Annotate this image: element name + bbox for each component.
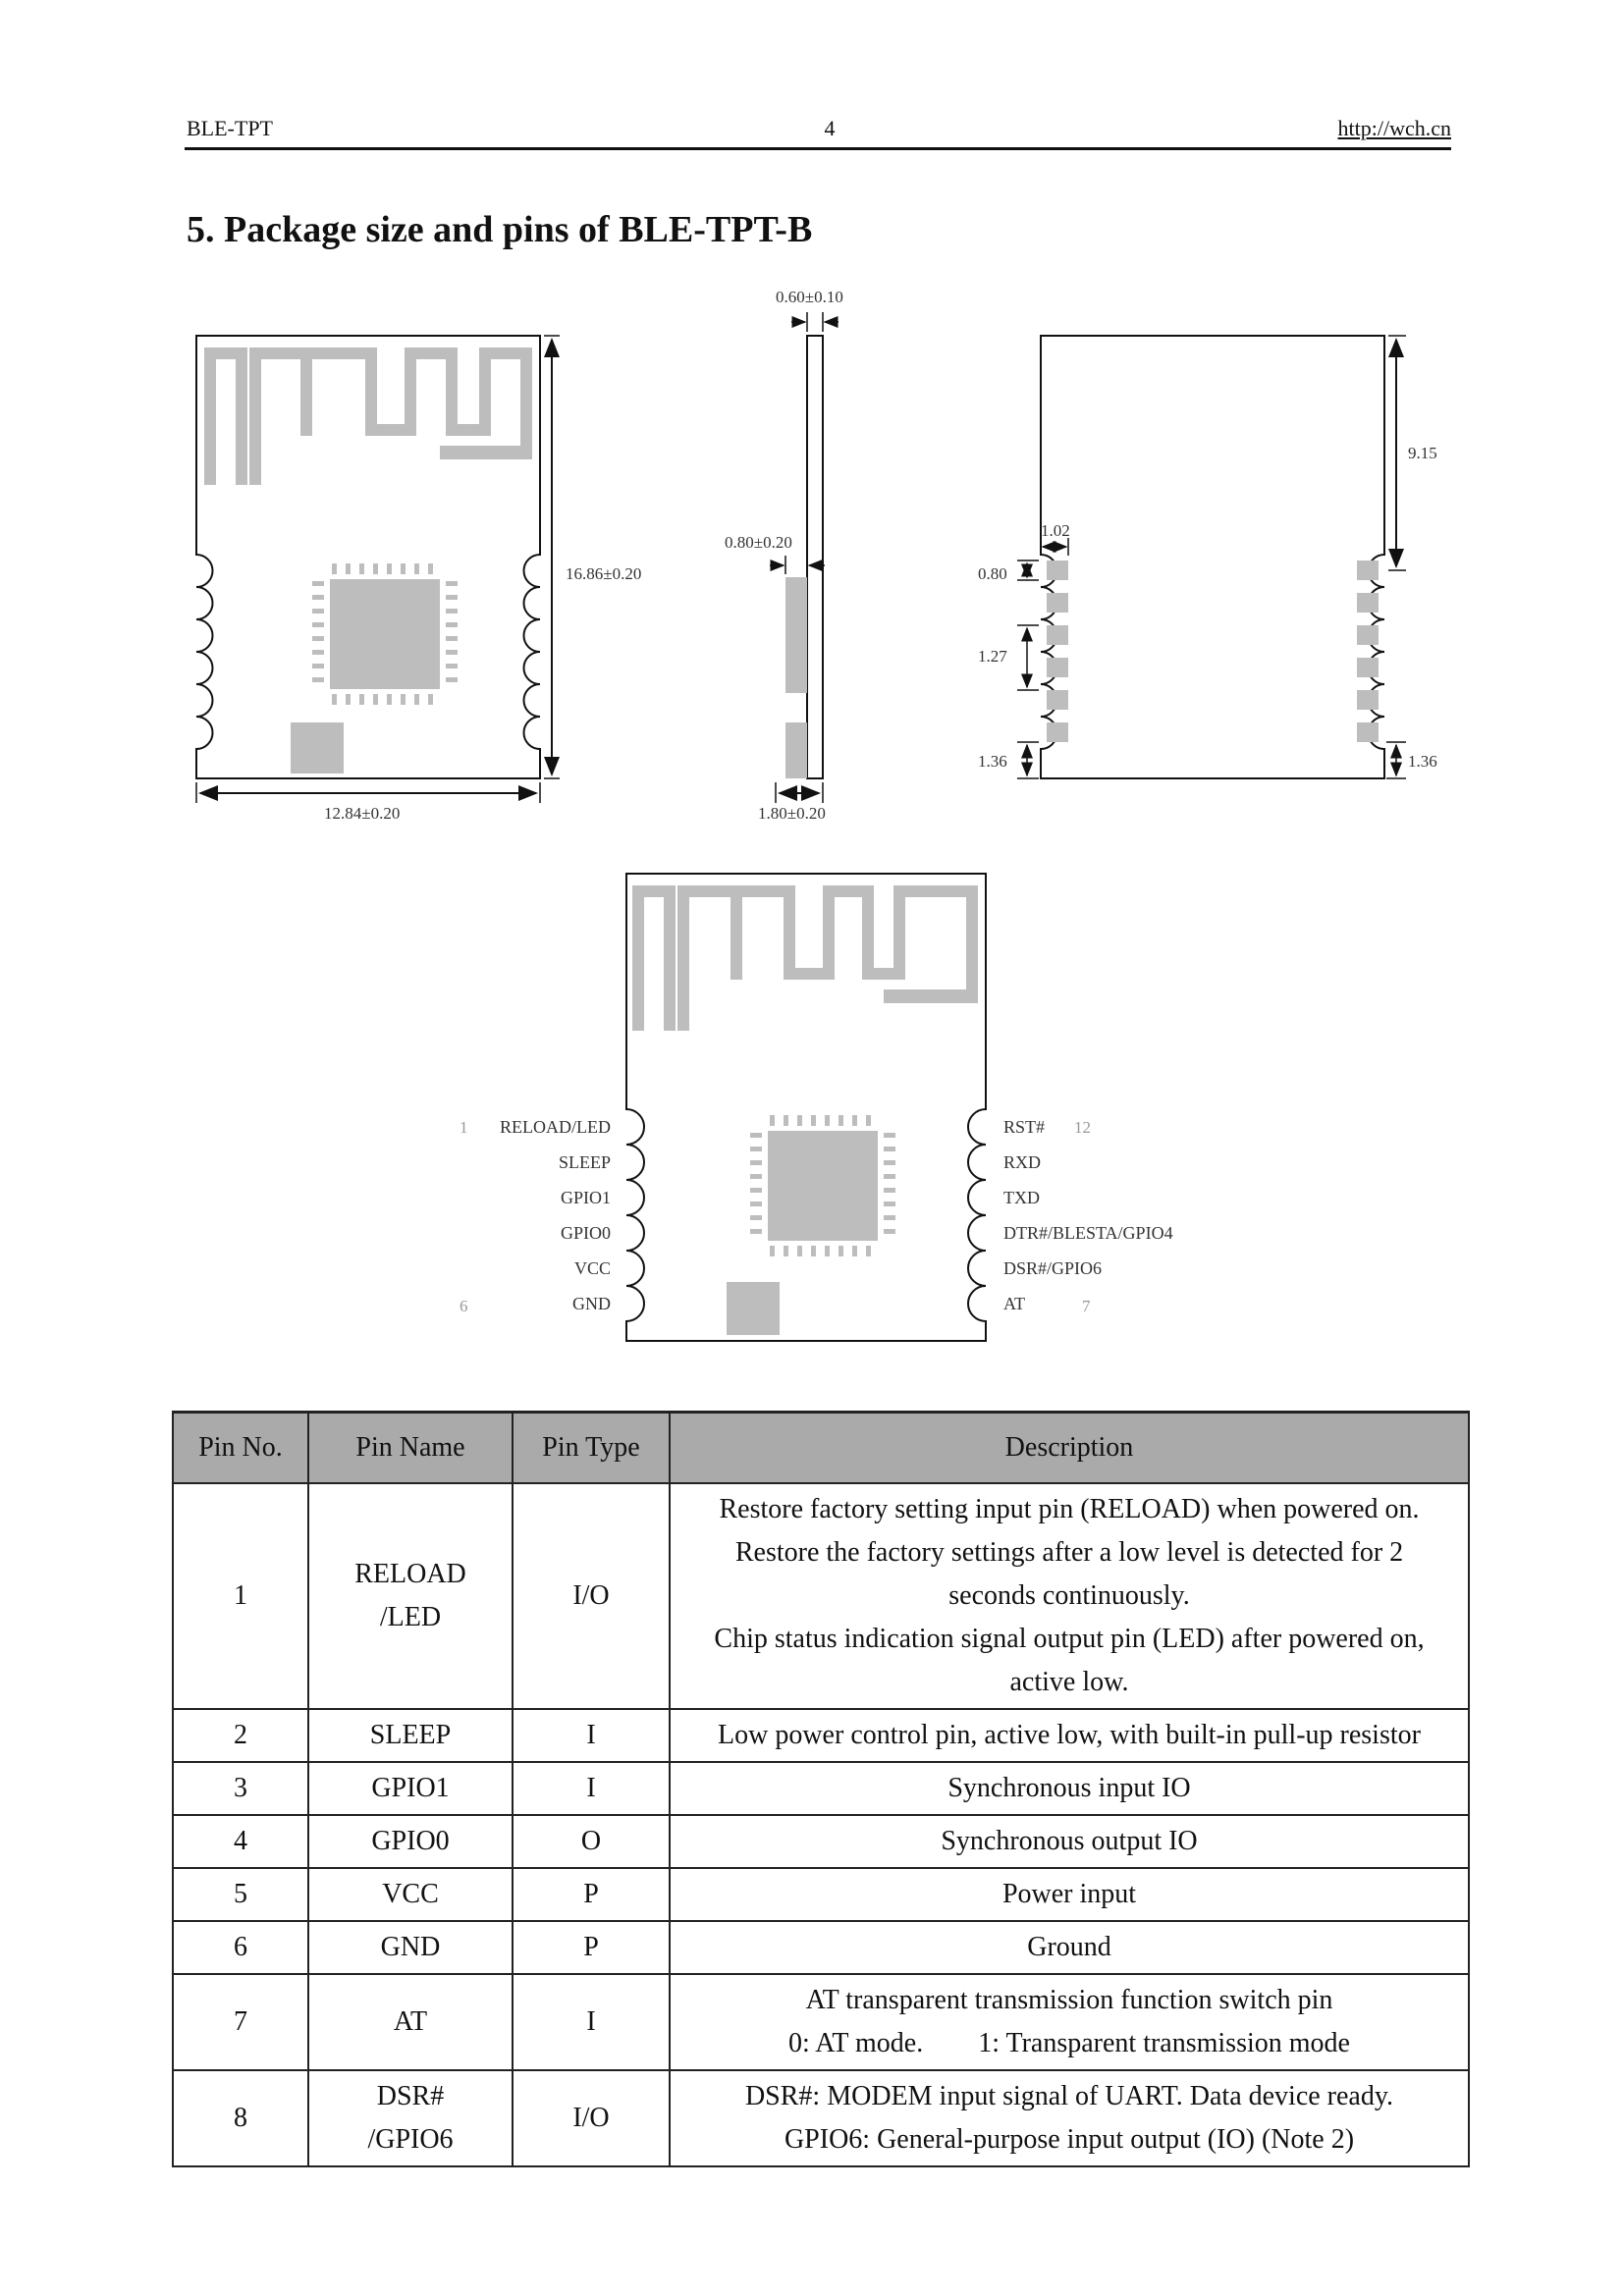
chip-icon	[330, 579, 440, 689]
cell-pin-name: GPIO0	[308, 1815, 513, 1868]
dim-height-label: 16.86±0.20	[566, 564, 642, 583]
header-description: Description	[670, 1413, 1469, 1484]
cell-description: Low power control pin, active low, with built-in pull-up resistor	[670, 1709, 1469, 1762]
pin-number-7: 7	[1082, 1297, 1091, 1315]
header-pin-type: Pin Type	[513, 1413, 670, 1484]
dim-thickness-label: 0.60±0.10	[776, 288, 843, 306]
pin-label-right-7: AT	[1003, 1294, 1025, 1313]
cell-pin-no: 8	[173, 2070, 308, 2166]
pin-label-left-3: GPIO1	[560, 1188, 611, 1207]
bottom-view-module	[978, 336, 1437, 778]
cell-pin-name: VCC	[308, 1868, 513, 1921]
pin-label-left-5: VCC	[573, 1258, 611, 1278]
cell-pin-name: RELOAD /LED	[308, 1483, 513, 1709]
pin-label-left-1: RELOAD/LED	[500, 1117, 611, 1137]
table-row	[173, 1868, 1469, 1921]
cell-pin-name: AT	[308, 1974, 513, 2070]
pin-label-right-8: DSR#/GPIO6	[1003, 1258, 1103, 1278]
dim-top-clear-label: 9.15	[1408, 444, 1437, 462]
cell-pin-name: GND	[308, 1921, 513, 1974]
dim-side-width-label: 1.80±0.20	[758, 804, 826, 823]
cell-description: DSR#: MODEM input signal of UART. Data device ready. GPIO6: General-purpose input output (IO) (Note 2)	[670, 2070, 1469, 2166]
pinout-module	[460, 874, 1173, 1341]
cell-pin-name: SLEEP	[308, 1709, 513, 1762]
table-row	[173, 1974, 1469, 2070]
dim-bottom-left-label: 1.36	[978, 752, 1007, 771]
cell-pin-no: 7	[173, 1974, 308, 2070]
dim-pitch-label: 1.27	[978, 647, 1007, 666]
dim-width-label: 12.84±0.20	[324, 804, 401, 823]
pin-number-6: 6	[460, 1297, 468, 1315]
cell-description: Restore factory setting input pin (RELOAD) when powered on. Restore the factory settings after a low level is detected for 2 seconds continuously. Chip status indication signal output pin (LED) after powered on, active low.	[670, 1483, 1469, 1709]
table-row	[173, 1921, 1469, 1974]
dim-pad-offset-label: 0.80±0.20	[725, 533, 792, 552]
cell-pin-type: O	[513, 1815, 670, 1868]
table-row	[173, 1762, 1469, 1815]
chip-icon	[768, 1131, 878, 1241]
cell-pin-name: DSR# /GPIO6	[308, 2070, 513, 2166]
pin-label-right-9: DTR#/BLESTA/GPIO4	[1003, 1223, 1173, 1243]
header-url-link[interactable]: http://wch.cn	[1337, 116, 1451, 140]
pin-number-1: 1	[460, 1118, 468, 1137]
pin-table	[172, 1411, 1470, 2167]
table-row	[173, 2070, 1469, 2166]
top-view-module	[196, 336, 641, 823]
cell-pin-no: 2	[173, 1709, 308, 1762]
cell-pin-type: I/O	[513, 2070, 670, 2166]
cell-pin-name: GPIO1	[308, 1762, 513, 1815]
pin-label-right-12: RST#	[1003, 1117, 1046, 1137]
crystal-icon	[727, 1282, 780, 1335]
dim-pad-width-label: 1.02	[1041, 521, 1070, 540]
cell-description: AT transparent transmission function switch pin 0: AT mode. 1: Transparent transmission mode	[670, 1974, 1469, 2070]
cell-pin-no: 1	[173, 1483, 308, 1709]
header-doc-name: BLE-TPT	[187, 116, 273, 140]
header-pin-no: Pin No.	[173, 1413, 308, 1484]
cell-pin-type: I	[513, 1974, 670, 2070]
header-page-number: 4	[824, 116, 836, 140]
cell-pin-type: P	[513, 1868, 670, 1921]
cell-pin-no: 5	[173, 1868, 308, 1921]
section-title: 5. Package size and pins of BLE-TPT-B	[187, 209, 813, 250]
cell-description: Ground	[670, 1921, 1469, 1974]
cell-description: Synchronous output IO	[670, 1815, 1469, 1868]
pin-label-left-2: SLEEP	[558, 1152, 611, 1172]
dim-bottom-right-label: 1.36	[1408, 752, 1437, 771]
cell-pin-type: I	[513, 1709, 670, 1762]
cell-pin-type: I	[513, 1762, 670, 1815]
table-header-row	[173, 1413, 1469, 1484]
dim-pad-height-label: 0.80	[978, 564, 1007, 583]
cell-pin-no: 4	[173, 1815, 308, 1868]
cell-pin-no: 6	[173, 1921, 308, 1974]
table-row	[173, 1815, 1469, 1868]
side-view-module	[725, 288, 843, 823]
header-pin-name: Pin Name	[308, 1413, 513, 1484]
table-row	[173, 1709, 1469, 1762]
pin-label-left-6: GND	[572, 1294, 611, 1313]
table-row	[173, 1483, 1469, 1709]
pin-label-right-11: RXD	[1003, 1152, 1042, 1172]
cell-pin-type: I/O	[513, 1483, 670, 1709]
cell-description: Power input	[670, 1868, 1469, 1921]
cell-description: Synchronous input IO	[670, 1762, 1469, 1815]
pin-number-12: 12	[1074, 1118, 1091, 1137]
pin-label-right-10: TXD	[1003, 1188, 1040, 1207]
cell-pin-no: 3	[173, 1762, 308, 1815]
pin-label-left-4: GPIO0	[560, 1223, 611, 1243]
crystal-icon	[291, 722, 344, 774]
cell-pin-type: P	[513, 1921, 670, 1974]
